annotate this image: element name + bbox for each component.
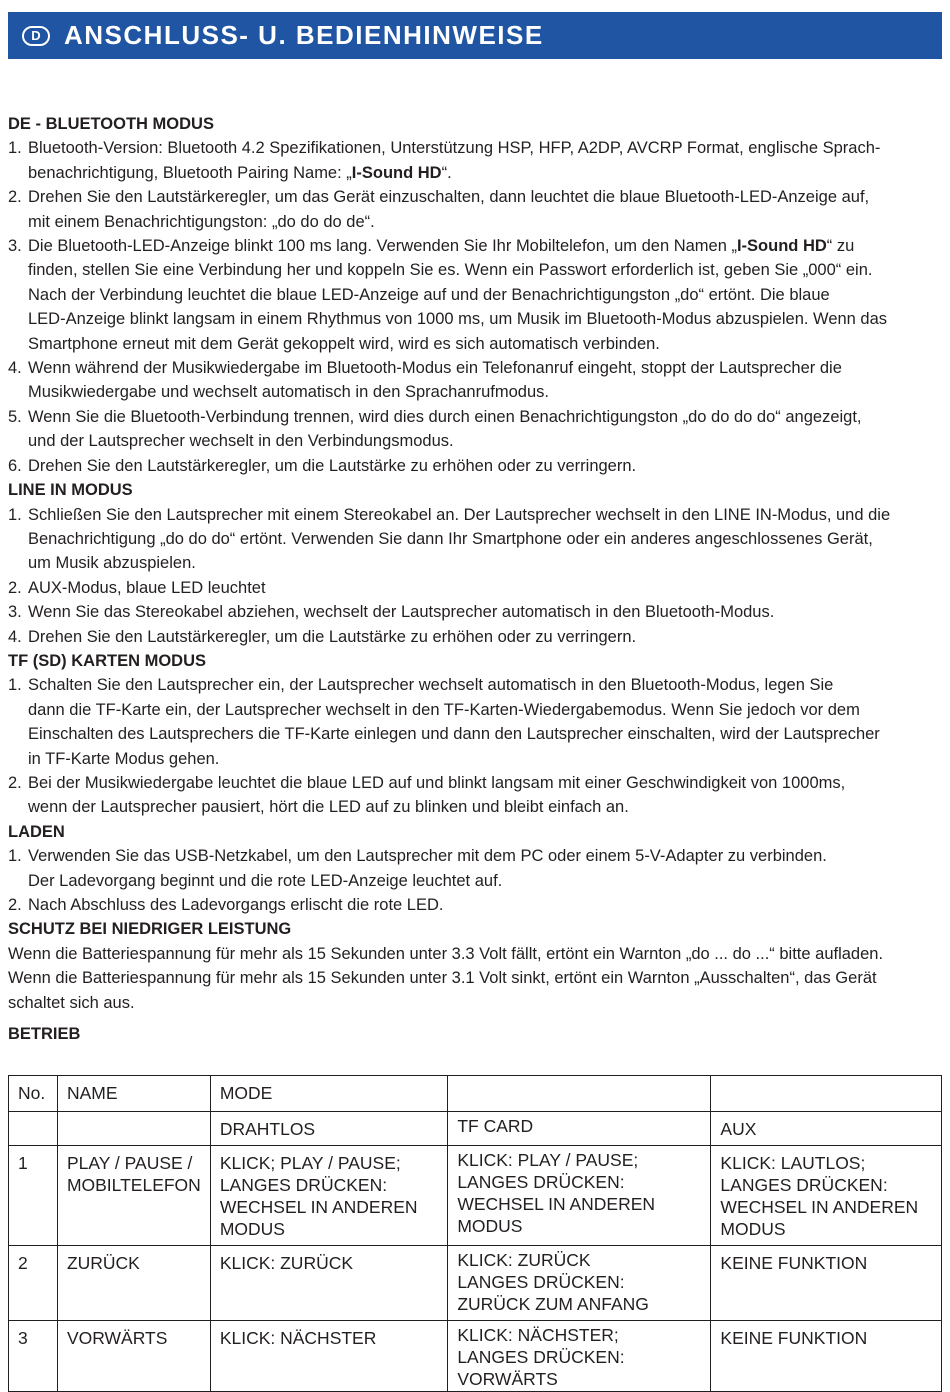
- section-title-line-in: LINE IN MODUS: [8, 481, 133, 500]
- document-body: [8, 112, 940, 1046]
- header-cell: NAME: [57, 1076, 210, 1112]
- cell-aux: KLICK: LAUTLOS; LANGES DRÜCKEN: WECHSEL IN ANDEREN MODUS: [711, 1146, 942, 1246]
- list-item: 2. Nach Abschluss des Ladevorgangs erlischt die rote LED.: [8, 896, 444, 914]
- cell-tf-card: KLICK: NÄCHSTER; LANGES DRÜCKEN: VORWÄRTS: [448, 1321, 711, 1392]
- bluetooth-list: [8, 136, 940, 478]
- header-cell: MODE: [210, 1076, 448, 1112]
- list-item: 5. Wenn Sie die Bluetooth-Verbindung trennen, wird dies durch einen Benachrichtigungston „do do do do“ angezeigt, und der Lautsprecher wechselt in den Verbindungsmodus.: [8, 407, 862, 451]
- cell-no: 2: [9, 1246, 58, 1321]
- cell-name: PLAY / PAUSE / MOBILTELEFON: [57, 1146, 210, 1246]
- language-badge: D: [22, 26, 50, 46]
- cell-no: 3: [9, 1321, 58, 1392]
- cell-drahtlos: KLICK: NÄCHSTER: [210, 1321, 448, 1392]
- header-cell: No.: [9, 1076, 58, 1112]
- list-item: 3. Wenn Sie das Stereokabel abziehen, wechselt der Lautsprecher automatisch in den Bluetooth-Modus.: [8, 603, 775, 622]
- line-in-list: [8, 503, 940, 649]
- laden-list: [8, 844, 940, 917]
- list-item: 2. AUX-Modus, blaue LED leuchtet: [8, 578, 266, 597]
- list-item: 6. Drehen Sie den Lautstärkeregler, um die Lautstärke zu erhöhen oder zu verringern.: [8, 456, 637, 475]
- header-cell: [711, 1076, 942, 1112]
- section-title-laden: LADEN: [8, 822, 65, 841]
- section-title-schutz: SCHUTZ BEI NIEDRIGER LEISTUNG: [8, 920, 292, 939]
- cell-tf-card: KLICK: ZURÜCK LANGES DRÜCKEN: ZURÜCK ZUM ANFANG: [448, 1246, 711, 1321]
- list-item: 1. Bluetooth-Version: Bluetooth 4.2 Spezifikationen, Unterstützung HSP, HFP, A2DP, AVCRP Format, englische Sprach- benachrichtigung, Bluetooth Pairing Name: „I-Sound HD“.: [8, 139, 881, 182]
- operation-table: [8, 1075, 942, 1392]
- section-title-betrieb: BETRIEB: [8, 1025, 81, 1044]
- list-item: 2. Bei der Musikwiedergabe leuchtet die blaue LED auf und blinkt langsam mit einer Geschwindigkeit von 1000ms, wenn der Lautsprecher pausiert, hört die LED auf zu blinken und bleibt einfach an.: [8, 773, 846, 817]
- section-title-tf-card: TF (SD) KARTEN MODUS: [8, 651, 206, 670]
- subheader-cell: AUX: [711, 1112, 942, 1146]
- table-subheader-row: [9, 1112, 942, 1146]
- header-cell: [448, 1076, 711, 1112]
- cell-tf-card: KLICK: PLAY / PAUSE; LANGES DRÜCKEN: WECHSEL IN ANDEREN MODUS: [448, 1146, 711, 1246]
- table-row: [9, 1146, 942, 1246]
- subheader-cell: [9, 1112, 58, 1146]
- cell-drahtlos: KLICK; PLAY / PAUSE; LANGES DRÜCKEN: WECHSEL IN ANDEREN MODUS: [210, 1146, 448, 1246]
- schutz-paragraph: Wenn die Batteriespannung für mehr als 15 Sekunden unter 3.3 Volt fällt, ertönt ein Warnton „do ... do ...“ bitte aufladen. Wenn die Batteriespannung für mehr als 15 Sekunden unter 3.1 Volt sinkt, ertönt ein Warnton „Ausschalten“, das Gerät schaltet sich aus.: [8, 944, 884, 1012]
- cell-no: 1: [9, 1146, 58, 1246]
- table-header-row: [9, 1076, 942, 1112]
- page-title: ANSCHLUSS- U. BEDIENHINWEISE: [64, 20, 544, 50]
- list-item: 2. Drehen Sie den Lautstärkeregler, um das Gerät einzuschalten, dann leuchtet die blaue Bluetooth-LED-Anzeige auf, mit einem Benachrichtigungston: „do do do de“.: [8, 188, 870, 231]
- cell-name: VORWÄRTS: [57, 1321, 210, 1392]
- table-row: [9, 1246, 942, 1321]
- list-item: 1. Schließen Sie den Lautsprecher mit einem Stereokabel an. Der Lautsprecher wechselt in den LINE IN-Modus, und die Benachrichtigung „do do do“ ertönt. Verwenden Sie dann Ihr Smartphone oder ein anderes angeschlossenes Gerät, um Musik abzuspielen.: [8, 505, 891, 573]
- page-header: [8, 12, 942, 59]
- list-item: 4. Wenn während der Musikwiedergabe im Bluetooth-Modus ein Telefonanruf eingeht, stoppt der Lautsprecher die Musikwiedergabe und wechselt automatisch in den Sprachanrufmodus.: [8, 359, 842, 402]
- cell-aux: KEINE FUNKTION: [711, 1321, 942, 1392]
- table-row: [9, 1321, 942, 1392]
- cell-drahtlos: KLICK: ZURÜCK: [210, 1246, 448, 1321]
- cell-name: ZURÜCK: [57, 1246, 210, 1321]
- subheader-cell: [57, 1112, 210, 1146]
- list-item: 1. Verwenden Sie das USB-Netzkabel, um den Lautsprecher mit dem PC oder einem 5-V-Adapter zu verbinden. Der Ladevorgang beginnt und die rote LED-Anzeige leuchtet auf.: [8, 847, 827, 890]
- list-item: 3. Die Bluetooth-LED-Anzeige blinkt 100 ms lang. Verwenden Sie Ihr Mobiltelefon, um den Namen „I-Sound HD“ zu finden, stellen Sie eine Verbindung her und koppeln Sie es. Wenn ein Passwort erforderlich ist, geben Sie „000“ ein. Nach der Verbindung leuchtet die blaue LED-Anzeige auf und der Benachrichtigungston „do“ ertönt. Die blaue LED-Anzeige blinkt langsam in einem Rhythmus von 1000 ms, um Musik im Bluetooth-Modus abzuspielen. Wenn das Smartphone erneut mit dem Gerät gekoppelt wird, wird es sich automatisch verbinden.: [8, 237, 888, 353]
- subheader-cell: DRAHTLOS: [210, 1112, 448, 1146]
- list-item: 1. Schalten Sie den Lautsprecher ein, der Lautsprecher wechselt automatisch in den Bluetooth-Modus, legen Sie dann die TF-Karte ein, der Lautsprecher wechselt in den TF-Karten-Wiedergabemodus. Wenn Sie jedoch vor dem Einschalten des Lautsprechers die TF-Karte einlegen und dann den Lautsprecher einschalten, wird der Lautsprecher in TF-Karte Modus gehen.: [8, 676, 880, 768]
- list-item: 4. Drehen Sie den Lautstärkeregler, um die Lautstärke zu erhöhen oder zu verringern.: [8, 627, 637, 646]
- subheader-cell: TF CARD: [448, 1112, 711, 1146]
- section-title-bluetooth: DE - BLUETOOTH MODUS: [8, 115, 214, 133]
- tf-card-list: [8, 673, 940, 819]
- cell-aux: KEINE FUNKTION: [711, 1246, 942, 1321]
